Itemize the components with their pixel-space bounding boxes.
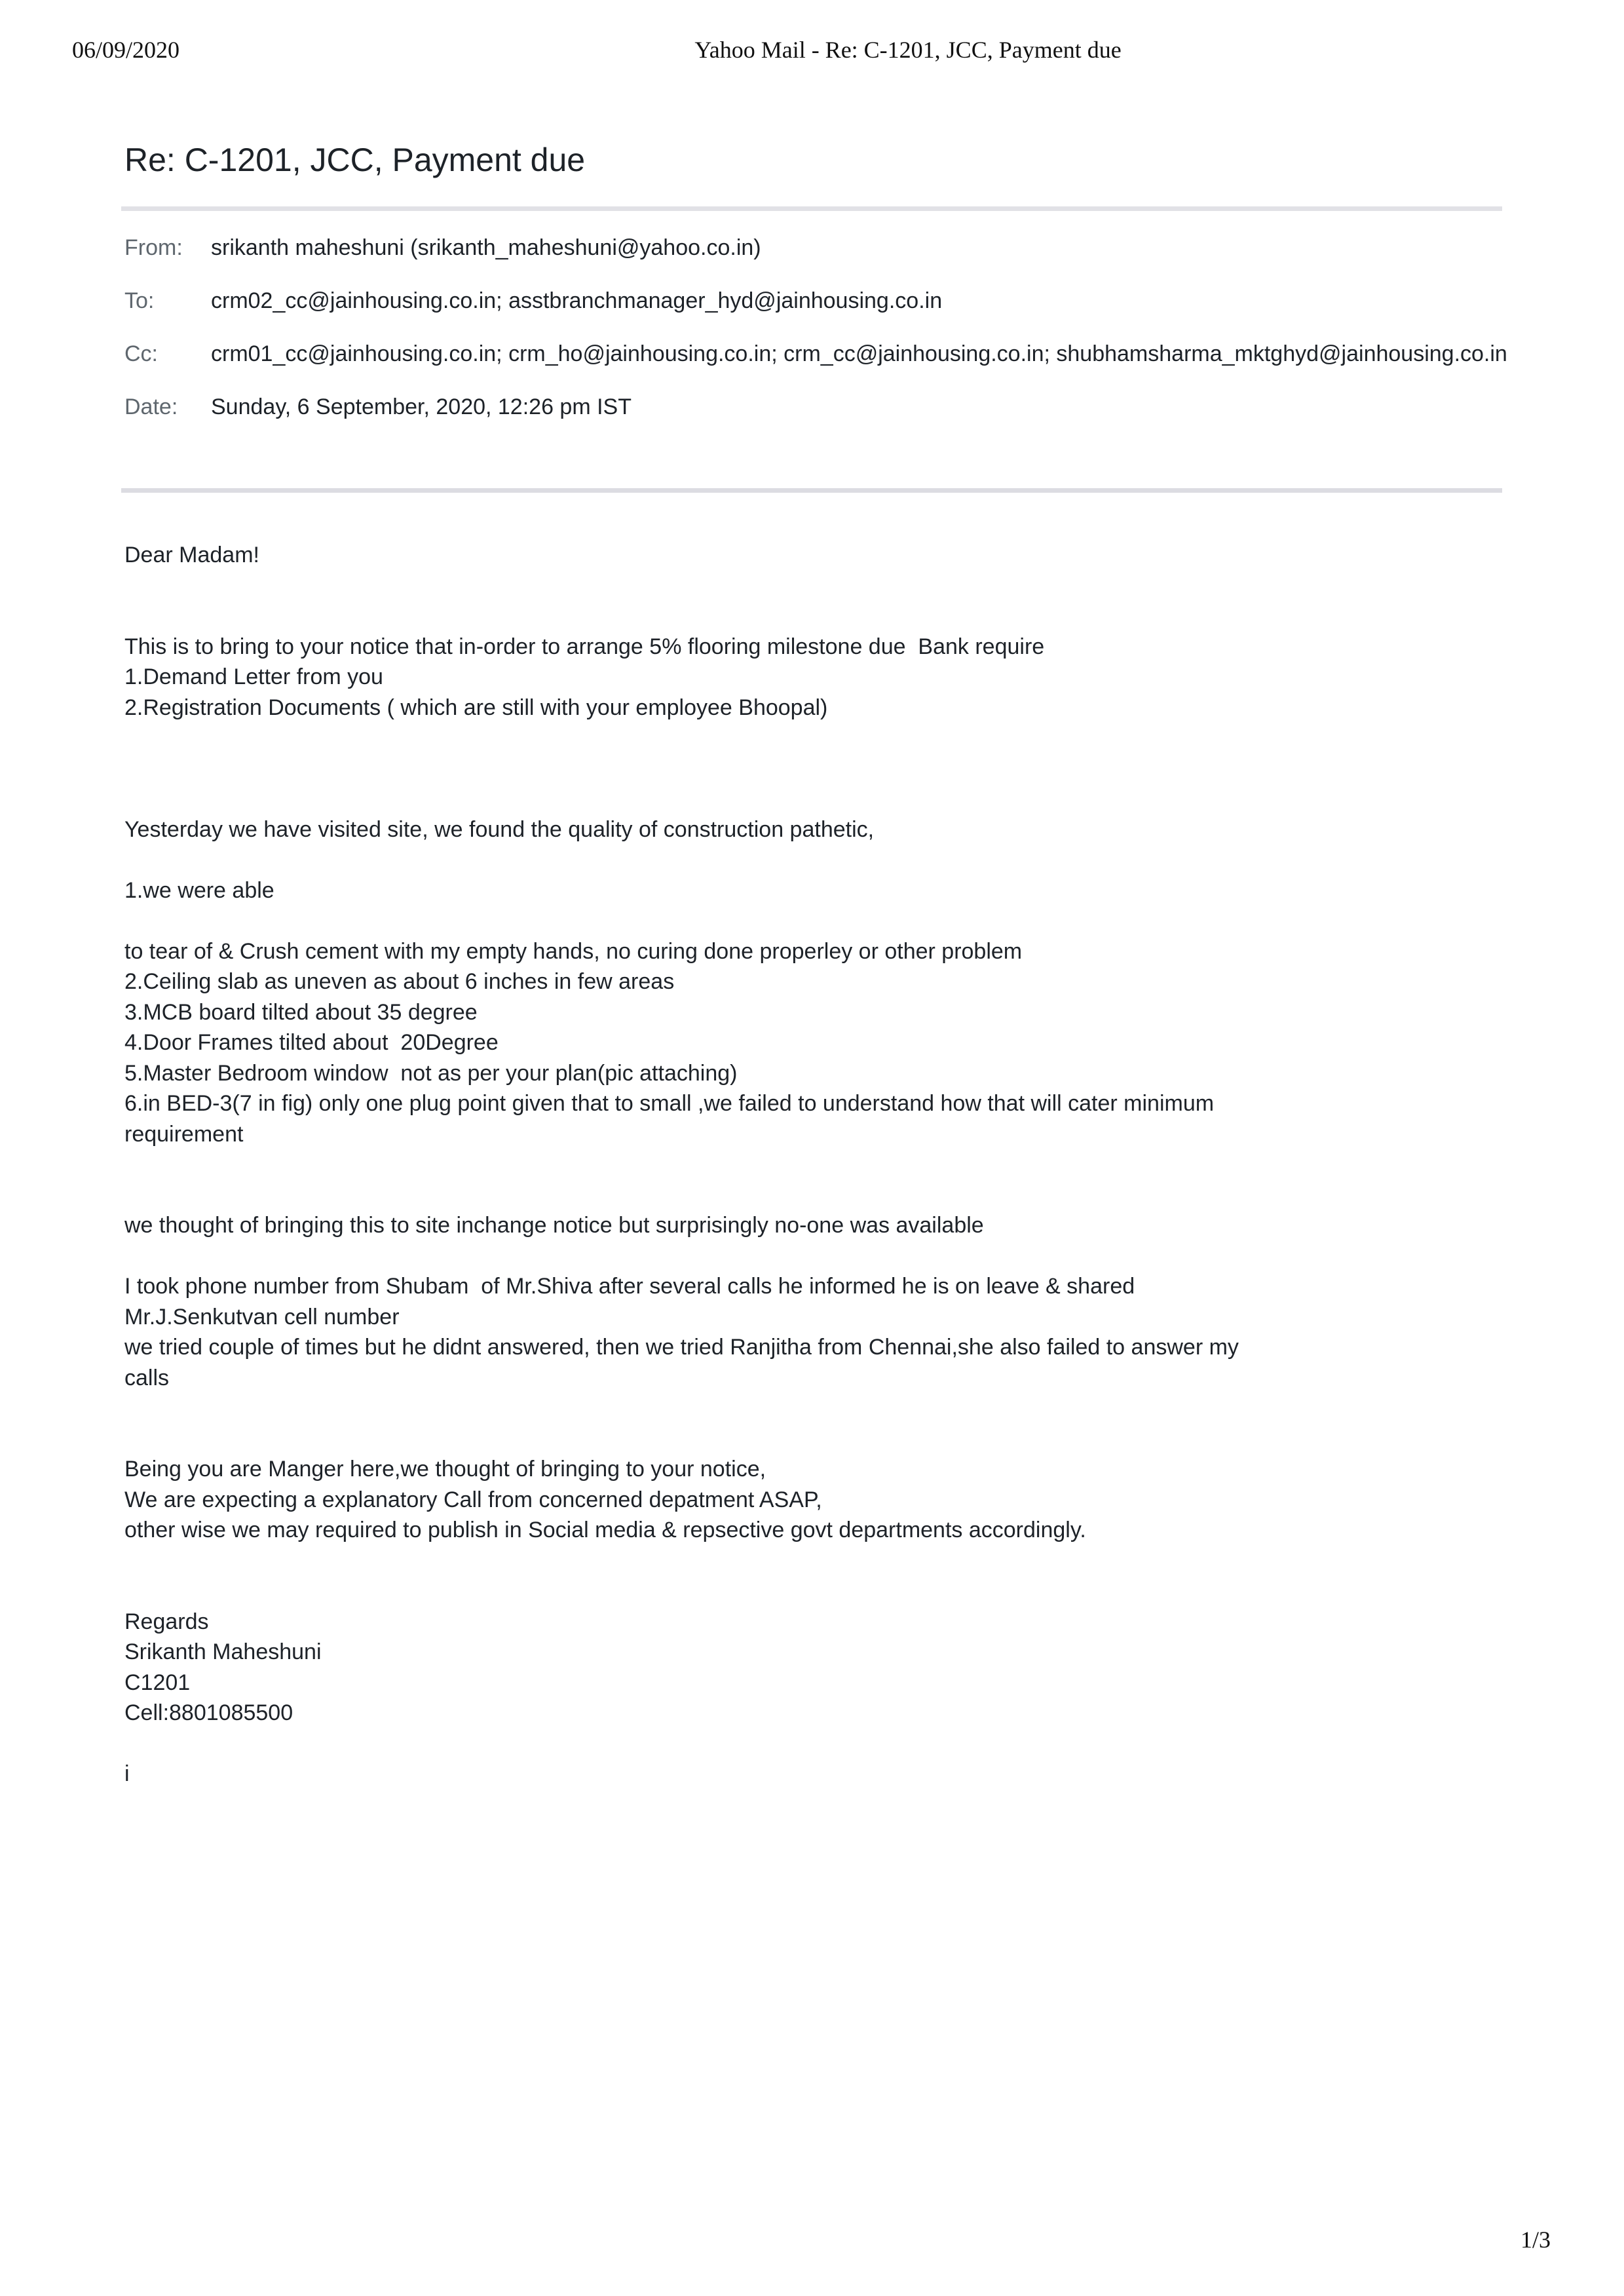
meta-field-label: To: [124,288,155,313]
email-body-line [124,845,1513,875]
meta-field-label: Date: [124,394,178,419]
email-body-line: Mr.J.Senkutvan cell number [124,1304,400,1330]
email-body-line: 1.Demand Letter from you [124,664,383,689]
email-body-line: we tried couple of times but he didnt answered, then we tried Ranjitha from Chennai,she also failed to answer my [124,1335,1239,1360]
email-body-line: Being you are Manger here,we thought of bringing to your notice, [124,1457,766,1482]
email-body-line: we thought of bringing this to site inchange notice but surprisingly no-one was available [124,1213,984,1238]
email-meta-row [124,229,1513,267]
email-body-line [124,1729,1513,1759]
email-subject: Re: C-1201, JCC, Payment due [124,142,586,178]
email-body-line [124,601,1513,632]
email-body-line: other wise we may required to publish in Social media & repsective govt departments accordingly. [124,1518,1086,1542]
email-body-line: 5.Master Bedroom window not as per your plan(pic attaching) [124,1060,738,1086]
meta-field-label: Cc: [124,341,158,366]
meta-field-value: srikanth maheshuni (srikanth_maheshuni@yahoo.co.in) [211,235,761,260]
email-body-line [124,906,1513,936]
email-body-line: Dear Madam! [124,543,259,567]
email-body-line: 4.Door Frames tilted about 20Degree [124,1030,499,1055]
email-body-line [124,1546,1513,1577]
meta-divider [121,488,1502,493]
meta-field-label: From: [124,235,183,260]
email-body-line: Yesterday we have visited site, we found the quality of construction pathetic, [124,816,875,842]
meta-field-value: crm01_cc@jainhousing.co.in; crm_ho@jainhousing.co.in; crm_cc@jainhousing.co.in; shubhamsharma_mktghyd@jainhousing.co.in [211,341,1507,366]
email-body-line [124,1180,1513,1211]
email-body-line: 2.Registration Documents ( which are still with your employee Bhoopal) [124,695,828,720]
email-body-line [124,784,1513,814]
email-body-line [124,1424,1513,1455]
email-body-line: requirement [124,1121,244,1147]
email-body [124,540,1513,1789]
email-body-line: i [124,1761,130,1786]
email-body-line: 3.MCB board tilted about 35 degree [124,999,478,1025]
email-body-line: Srikanth Maheshuni [124,1639,322,1664]
email-body-line: 1.we were able [124,877,274,903]
email-meta-block [124,229,1513,442]
email-body-line: to tear of & Crush cement with my empty hands, no curing done properley or other problem [124,938,1023,964]
email-meta-row [124,389,1513,426]
email-body-line: calls [124,1365,170,1390]
email-body-line [124,1576,1513,1607]
email-body-line: Regards [124,1609,209,1634]
email-body-line: I took phone number from Shubam of Mr.Shiva after several calls he informed he is on leave & shared [124,1274,1135,1299]
email-body-line [124,1149,1513,1180]
email-body-line: C1201 [124,1670,191,1695]
email-body-line [124,723,1513,754]
email-body-line: 6.in BED-3(7 in fig) only one plug point given that to small ,we failed to understand how that will cater minimum [124,1091,1215,1116]
header-divider [121,206,1502,211]
email-body-line [124,1241,1513,1272]
print-header-title: Yahoo Mail - Re: C-1201, JCC, Payment due [694,37,1122,63]
email-meta-row [124,282,1513,320]
email-body-line [124,571,1513,602]
print-header-date: 06/09/2020 [72,37,180,63]
meta-field-value: Sunday, 6 September, 2020, 12:26 pm IST [211,394,632,419]
email-body-line: 2.Ceiling slab as uneven as about 6 inches in few areas [124,969,675,994]
email-body-line [124,1393,1513,1424]
email-body-line: This is to bring to your notice that in-order to arrange 5% flooring milestone due Bank require [124,634,1045,659]
meta-field-value: crm02_cc@jainhousing.co.in; asstbranchmanager_hyd@jainhousing.co.in [211,288,943,313]
email-body-line: Cell:8801085500 [124,1700,293,1725]
email-body-line [124,754,1513,784]
email-meta-row [124,335,1513,373]
print-footer-page-number: 1/3 [1520,2227,1551,2253]
email-body-line: We are expecting a explanatory Call from concerned depatment ASAP, [124,1487,822,1512]
